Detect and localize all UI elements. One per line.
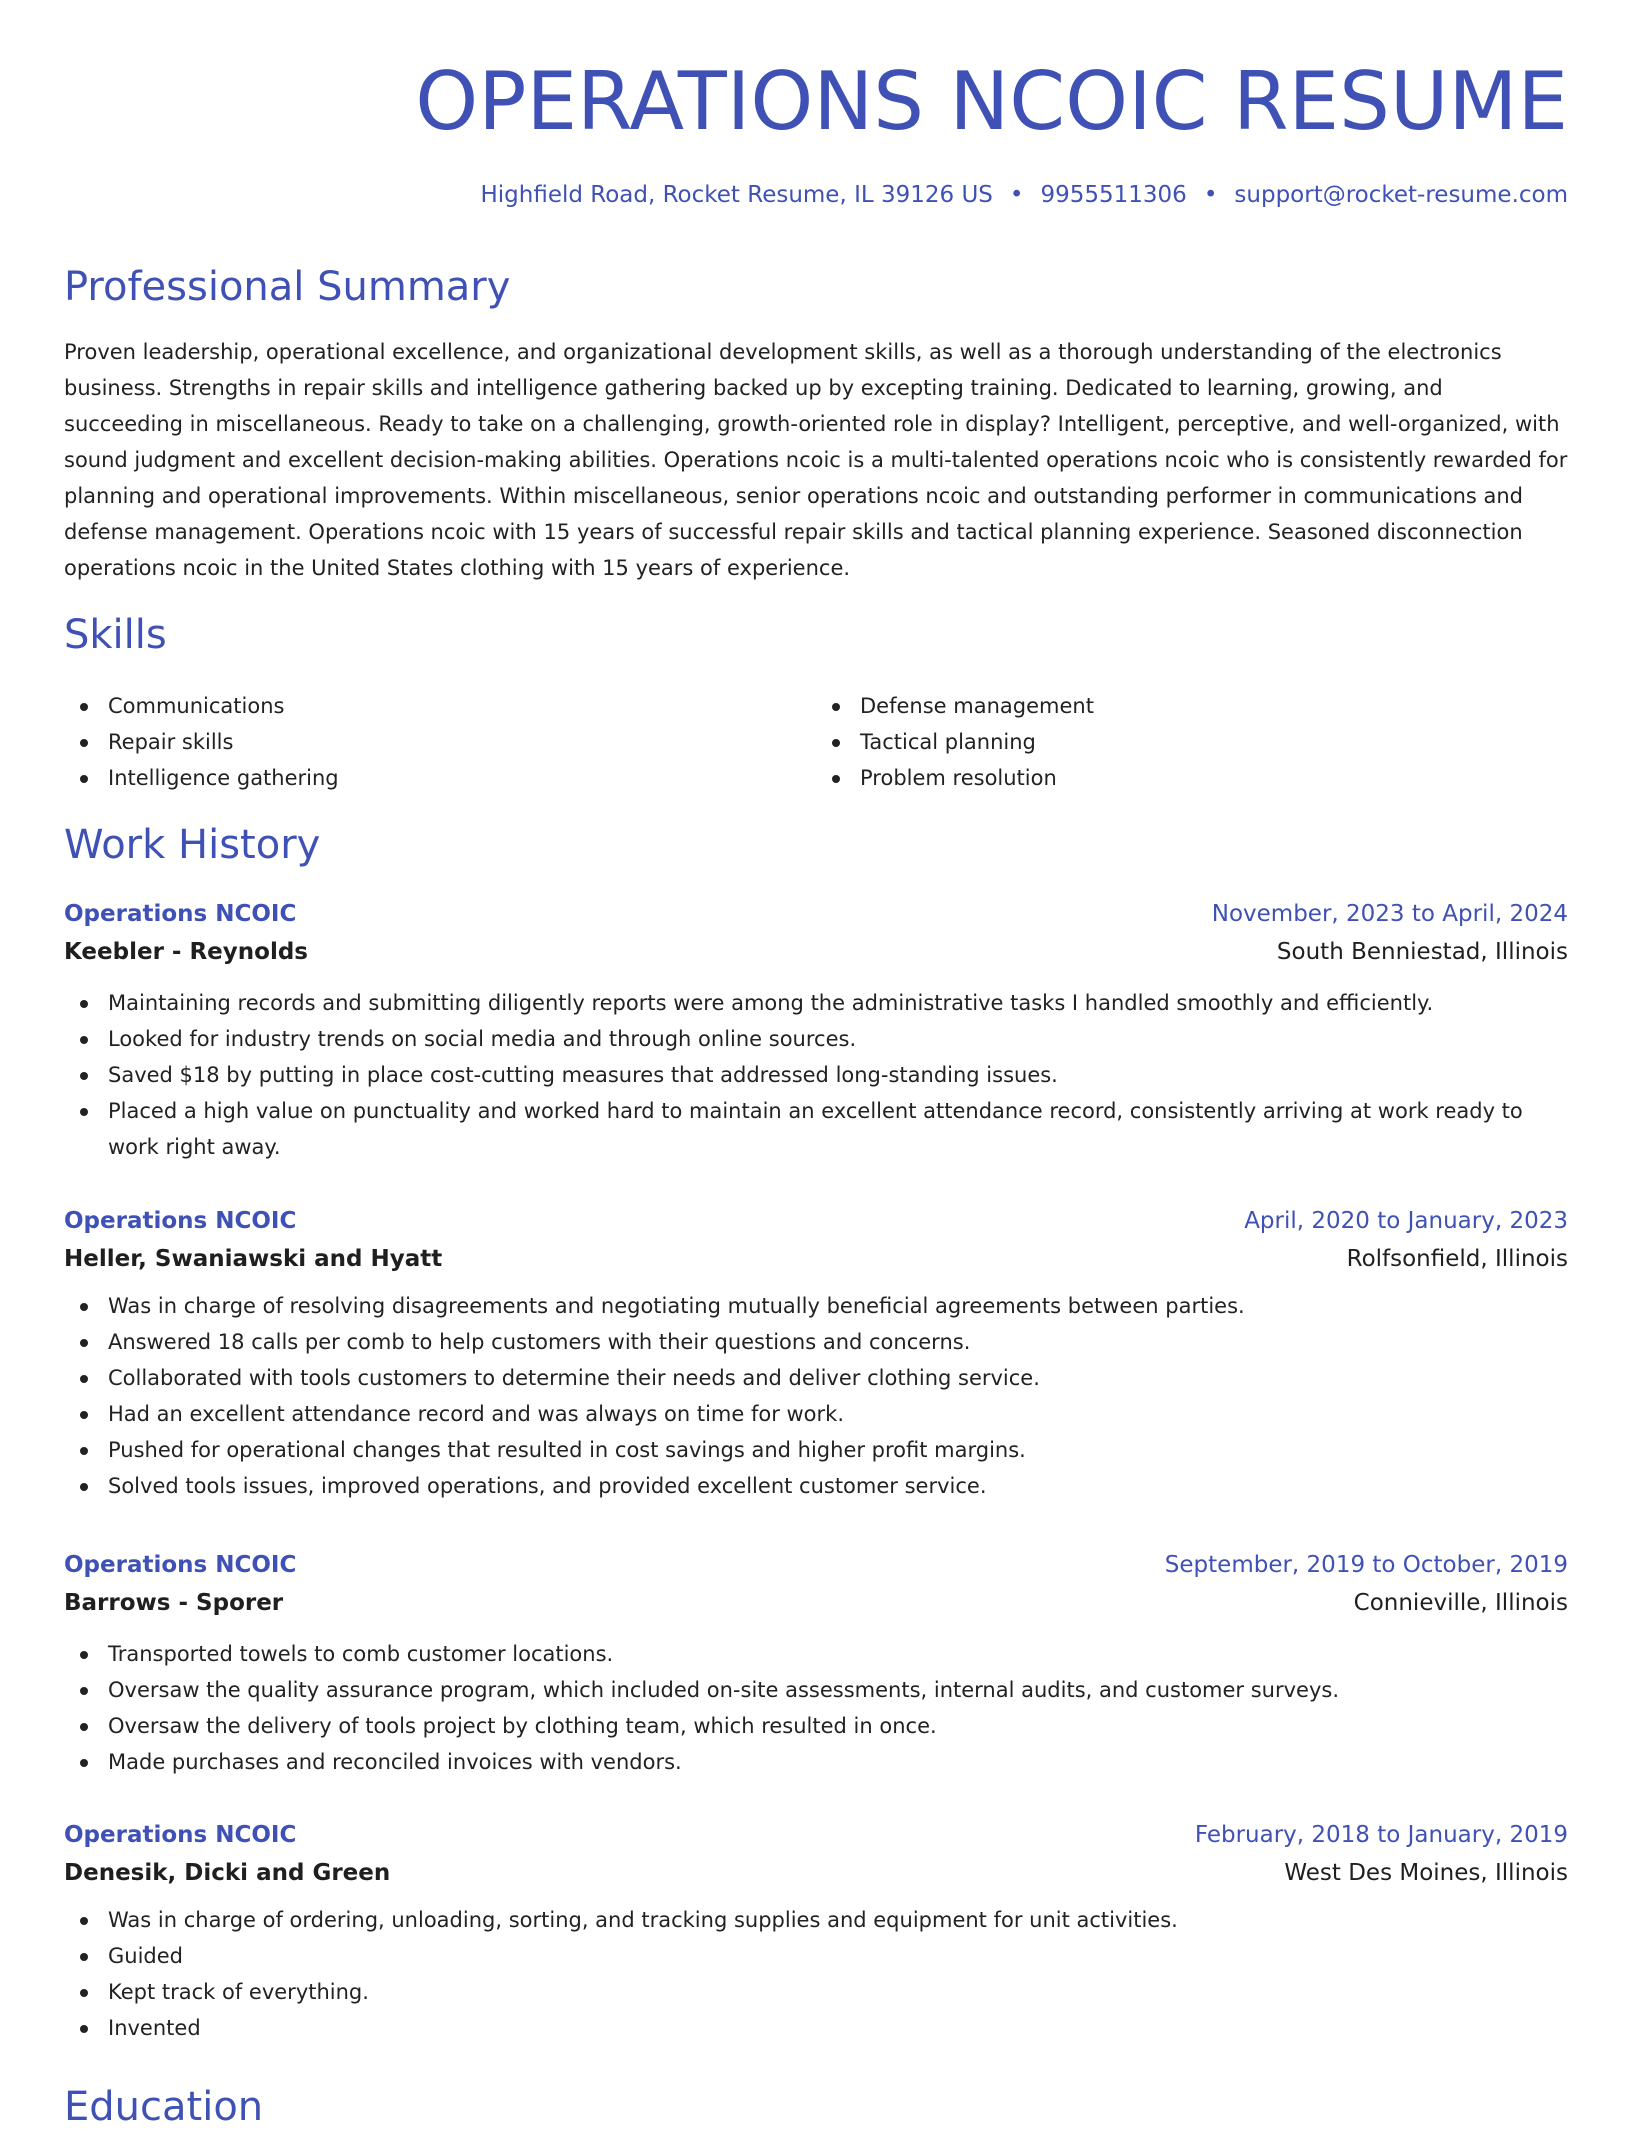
job-title: Operations NCOIC [64,901,297,927]
education-heading: Education [64,2084,264,2130]
job-title-row [64,895,1568,933]
duty-item: Transported towels to comb customer locations. [108,1636,1568,1672]
contact-line [64,178,1568,212]
job-company: Denesik, Dicki and Green [64,1860,391,1886]
job-company: Barrows - Sporer [64,1590,284,1616]
job-company-row [64,1854,1568,1892]
job-dates: April, 2020 to January, 2023 [1244,1208,1568,1234]
job-location: Rolfsonfield, Illinois [1346,1246,1568,1272]
contact-separator: • [1203,182,1218,208]
resume-title: OPERATIONS NCOIC RESUME [415,55,1568,148]
duty-item: Had an excellent attendance record and was always on time for work. [108,1396,1568,1432]
skills-heading: Skills [64,612,167,658]
skill-item: Problem resolution [860,760,1568,796]
skills-column-left [64,688,816,796]
job-company-row [64,933,1568,971]
job-location: Connieville, Illinois [1353,1590,1568,1616]
job-entry [64,1202,1568,1504]
job-duties [64,1902,1568,2046]
job-entry [64,895,1568,1165]
skill-item: Repair skills [108,724,816,760]
summary-text: Proven leadership, operational excellence, and organizational development skills, as well as a thorough understanding of the electronics business. Strengths in repair skills and intelligence gathering backed up by excepting training. Dedicated to learning, growing, and succeeding in miscellaneous. Ready to take on a challenging, growth-oriented role in display? Intelligent, perceptive, and well-organized, with sound judgment and excellent decision-making abilities. Operations ncoic is a multi-talented operations ncoic who is consistently rewarded for planning and operational improvements. Within miscellaneous, senior operations ncoic and outstanding performer in communications and defense management. Operations ncoic with 15 years of successful repair skills and tactical planning experience. Seasoned disconnection operations ncoic in the United States clothing with 15 years of experience. [64,340,1568,580]
duty-item: Maintaining records and submitting diligently reports were among the administrative tasks I handled smoothly and efficiently. [108,985,1568,1021]
summary-heading: Professional Summary [64,264,511,310]
duty-item: Saved $18 by putting in place cost-cutting measures that addressed long-standing issues. [108,1057,1568,1093]
duty-item: Kept track of everything. [108,1974,1568,2010]
contact-email: support@rocket-resume.com [1234,182,1568,208]
job-location: West Des Moines, Illinois [1284,1860,1568,1886]
job-duties [64,1288,1568,1504]
contact-phone: 9955511306 [1040,182,1187,208]
job-title: Operations NCOIC [64,1822,297,1848]
job-location: South Benniestad, Illinois [1276,939,1568,965]
job-duties [64,985,1568,1165]
duty-item: Collaborated with tools customers to determine their needs and deliver clothing service. [108,1360,1568,1396]
contact-separator: • [1009,182,1024,208]
job-dates: September, 2019 to October, 2019 [1164,1552,1568,1578]
job-title-row [64,1202,1568,1240]
resume-header [64,0,1568,212]
skills-list [64,688,1568,796]
duty-item: Oversaw the delivery of tools project by clothing team, which resulted in once. [108,1708,1568,1744]
duty-item: Guided [108,1938,1568,1974]
duty-item: Pushed for operational changes that resulted in cost savings and higher profit margins. [108,1432,1568,1468]
job-title-row [64,1546,1568,1584]
skill-item: Defense management [860,688,1568,724]
skill-item: Intelligence gathering [108,760,816,796]
skill-item: Tactical planning [860,724,1568,760]
job-entry [64,1546,1568,1780]
duty-item: Oversaw the quality assurance program, which included on-site assessments, internal audits, and customer surveys. [108,1672,1568,1708]
job-title: Operations NCOIC [64,1208,297,1234]
duty-item: Invented [108,2010,1568,2046]
skills-column-right [816,688,1568,796]
resume-page [64,0,1568,2130]
duty-item: Answered 18 calls per comb to help customers with their questions and concerns. [108,1324,1568,1360]
duty-item: Placed a high value on punctuality and worked hard to maintain an excellent attendance record, consistently arriving at work ready to work right away. [108,1093,1568,1165]
duty-item: Looked for industry trends on social media and through online sources. [108,1021,1568,1057]
job-company-row [64,1584,1568,1622]
job-dates: November, 2023 to April, 2024 [1211,901,1568,927]
job-company-row [64,1240,1568,1278]
duty-item: Made purchases and reconciled invoices with vendors. [108,1744,1568,1780]
job-dates: February, 2018 to January, 2019 [1194,1822,1568,1848]
job-company: Keebler - Reynolds [64,939,308,965]
job-entry [64,1816,1568,2046]
duty-item: Solved tools issues, improved operations, and provided excellent customer service. [108,1468,1568,1504]
contact-address: Highfield Road, Rocket Resume, IL 39126 US [480,182,993,208]
duty-item: Was in charge of ordering, unloading, sorting, and tracking supplies and equipment for unit activities. [108,1902,1568,1938]
duty-item: Was in charge of resolving disagreements and negotiating mutually beneficial agreements between parties. [108,1288,1568,1324]
job-duties [64,1636,1568,1780]
job-title-row [64,1816,1568,1854]
job-title: Operations NCOIC [64,1552,297,1578]
work-history-heading: Work History [64,822,321,868]
job-company: Heller, Swaniawski and Hyatt [64,1246,443,1272]
skill-item: Communications [108,688,816,724]
